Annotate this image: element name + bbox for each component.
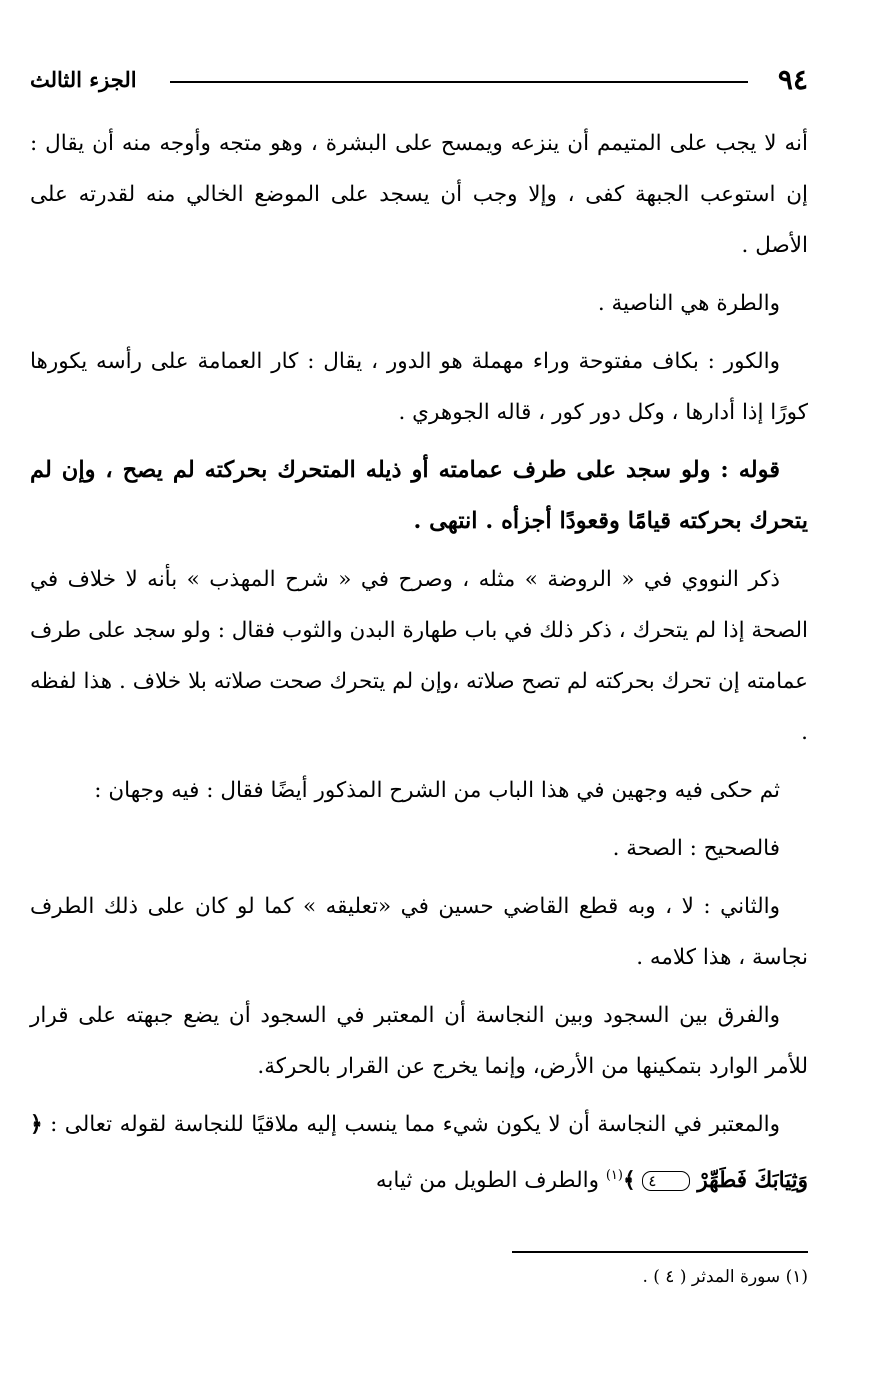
paragraph: والثاني : لا ، وبه قطع القاضي حسين في «تعليقه » كما لو كان على ذلك الطرف نجاسة ، هذا كلامه . [30, 894, 808, 970]
quran-ayah: وَثِيَابَكَ فَطَهِّرْ [697, 1168, 808, 1194]
quoted-statement: قوله : ولو سجد على طرف عمامته أو ذيله المتحرك بحركته لم يصح ، وإن لم يتحرك بحركته قيامًا وقعودًا أجزأه . انتهى . [30, 457, 808, 534]
paragraph-with-ayah [30, 1099, 808, 1206]
paragraph: والكور : بكاف مفتوحة وراء مهملة هو الدور ، يقال : كار العمامة على رأسه يكورها كورًا إذا أدارها ، وكل دور كور ، قاله الجوهري . [30, 349, 808, 425]
paragraph: فالصحيح : الصحة . [612, 836, 780, 861]
paragraph: ذكر النووي في « الروضة » مثله ، وصرح في « شرح المهذب » بأنه لا خلاف في الصحة إذا لم يتحرك ، ذكر ذلك في باب طهارة البدن والثوب فقال : ولو سجد على طرف عمامته إن تحرك بحركته لم تصح صلاته ،وإن لم يتحرك صحت صلاته بلا خلاف . هذا لفظه . [30, 567, 808, 745]
paragraph-text: والطرف الطويل من ثيابه [375, 1168, 606, 1194]
paragraph: والفرق بين السجود وبين النجاسة أن المعتبر في السجود أن يضع جبهته على قرار للأمر الوارد بتمكينها من الأرض، وإنما يخرج عن القرار بالحركة. [30, 1003, 808, 1079]
footnote-rule [512, 1251, 808, 1253]
page-header [30, 60, 808, 100]
page-number: ٩٤ [777, 63, 808, 96]
paragraph-text: والمعتبر في النجاسة أن لا يكون شيء مما ينسب إليه ملاقيًا للنجاسة لقوله تعالى : [42, 1112, 780, 1137]
ayah-close-bracket: ﴾ [622, 1168, 636, 1194]
header-rule [170, 81, 748, 83]
footnote: (١) سورة المدثر ( ٤ ) . [642, 1267, 808, 1287]
book-page [30, 0, 808, 1389]
verse-number-badge: ٤ [642, 1171, 690, 1191]
paragraph: والطرة هي الناصية . [597, 291, 780, 316]
running-title: الجزء الثالث [30, 67, 137, 92]
ayah-open-bracket: ﴿ [30, 1112, 43, 1137]
body-text [30, 118, 808, 1213]
footnote-reference[interactable]: (١) [605, 1168, 623, 1183]
paragraph: ثم حكى فيه وجهين في هذا الباب من الشرح المذكور أيضًا فقال : فيه وجهان : [94, 778, 780, 803]
paragraph: أنه لا يجب على المتيمم أن ينزعه ويمسح على البشرة ، وهو متجه وأوجه منه أن يقال : إن استوعب الجبهة كفى ، وإلا وجب أن يسجد على الموضع الخالي منه لقدرته على الأصل . [30, 131, 808, 258]
